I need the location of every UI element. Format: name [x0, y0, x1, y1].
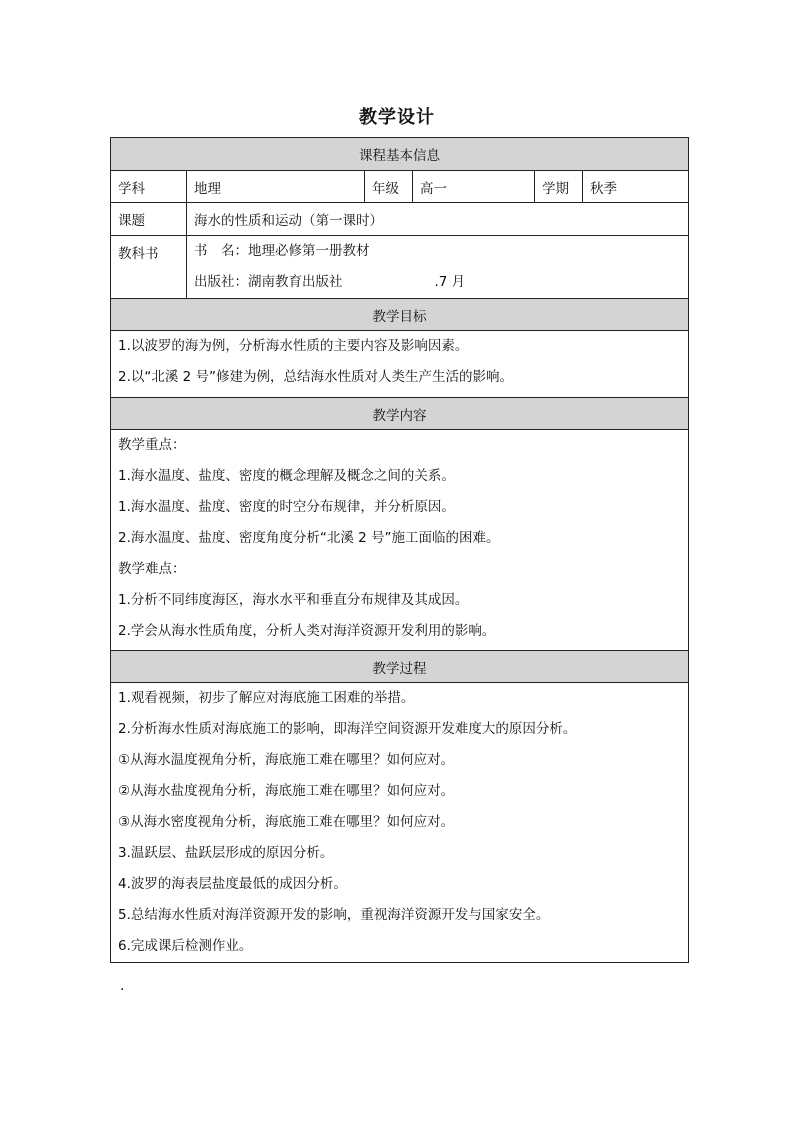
- term-value: 秋季: [583, 171, 689, 203]
- trailing-mark: .: [120, 978, 125, 994]
- objective-item: 1.以波罗的海为例，分析海水性质的主要内容及影响因素。: [118, 338, 469, 354]
- topic-value: 海水的性质和运动（第一课时）: [187, 203, 689, 236]
- process-item: ②从海水盐度视角分析，海底施工难在哪里？如何应对。: [118, 783, 455, 799]
- content-item: 1.分析不同纬度海区，海水水平和垂直分布规律及其成因。: [118, 592, 469, 608]
- objectives-header: 教学目标: [111, 299, 689, 331]
- process-item: ①从海水温度视角分析，海底施工难在哪里？如何应对。: [118, 752, 455, 768]
- textbook-info: [187, 236, 689, 299]
- content-body: [111, 430, 689, 651]
- content-item: 1.海水温度、盐度、密度的概念理解及概念之间的关系。: [118, 468, 455, 484]
- topic-label: 课题: [111, 203, 187, 236]
- process-item: 4.波罗的海表层盐度最低的成因分析。: [118, 876, 347, 892]
- publisher-line: [194, 267, 681, 298]
- process-item: 5.总结海水性质对海洋资源开发的影响，重视海洋资源开发与国家安全。: [118, 907, 550, 923]
- textbook-label: 教科书: [111, 236, 187, 299]
- objective-item: 2.以“北溪 2 号”修建为例，总结海水性质对人类生产生活的影响。: [118, 369, 514, 385]
- process-item: 6.完成课后检测作业。: [118, 938, 253, 954]
- publisher: 出版社：湖南教育出版社: [194, 274, 343, 290]
- term-label: 学期: [535, 171, 583, 203]
- page-title: 教学设计: [359, 107, 435, 128]
- subject-label: 学科: [111, 171, 187, 203]
- process-item: 1.观看视频，初步了解应对海底施工困难的举措。: [118, 690, 415, 706]
- content-item: 教学难点：: [118, 561, 186, 577]
- process-item: 3.温跃层、盐跃层形成的原因分析。: [118, 845, 334, 861]
- basic-info-header: 课程基本信息: [111, 138, 689, 171]
- content-item: 2.学会从海水性质角度，分析人类对海洋资源开发利用的影响。: [118, 623, 496, 639]
- objectives-body: [111, 331, 689, 398]
- content-header: 教学内容: [111, 398, 689, 430]
- process-item: 2.分析海水性质对海底施工的影响，即海洋空间资源开发难度大的原因分析。: [118, 721, 577, 737]
- grade-value: 高一: [413, 171, 535, 203]
- subject-value: 地理: [187, 171, 365, 203]
- content-item: 2.海水温度、盐度、密度角度分析“北溪 2 号”施工面临的困难。: [118, 530, 500, 546]
- process-body: [111, 683, 689, 963]
- publish-date: .7 月: [434, 274, 466, 290]
- process-item: ③从海水密度视角分析，海底施工难在哪里？如何应对。: [118, 814, 455, 830]
- content-item: 教学重点：: [118, 437, 186, 453]
- process-header: 教学过程: [111, 651, 689, 683]
- book-name: 书 名：地理必修第一册教材: [194, 243, 370, 259]
- grade-label: 年级: [365, 171, 413, 203]
- lesson-plan-table: [110, 137, 689, 963]
- content-item: 1.海水温度、盐度、密度的时空分布规律，并分析原因。: [118, 499, 455, 515]
